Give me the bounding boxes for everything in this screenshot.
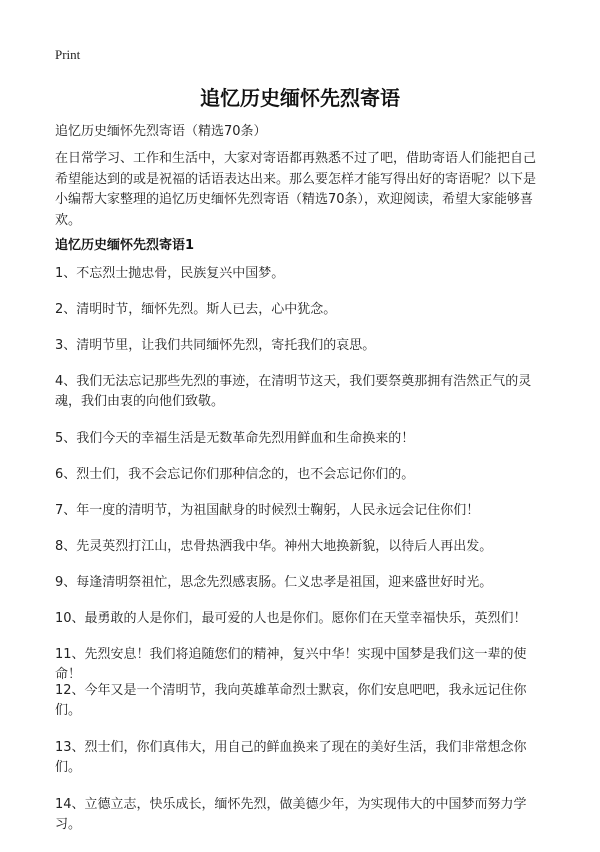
list-item: 7、年一度的清明节，为祖国献身的时候烈士鞠躬，人民永远会记住你们！ <box>55 503 480 518</box>
section-heading: 追忆历史缅怀先烈寄语1 <box>55 238 195 253</box>
page-title: 追忆历史缅怀先烈寄语 <box>200 86 400 110</box>
message-list <box>55 264 547 852</box>
list-item: 6、烈士们，我不会忘记你们那种信念的，也不会忘记你们的。 <box>55 467 415 482</box>
list-item: 12、今年又是一个清明节，我向英雄革命烈士默哀，你们安息吧吧，我永远记住你们。 <box>55 683 527 718</box>
list-item: 10、最勇敢的人是你们，最可爱的人也是你们。愿你们在天堂幸福快乐，英烈们！ <box>55 611 527 626</box>
print-link[interactable]: Print <box>55 47 81 62</box>
list-item: 2、清明时节，缅怀先烈。斯人已去，心中犹念。 <box>55 302 337 317</box>
intro-paragraph: 在日常学习、工作和生活中，大家对寄语都再熟悉不过了吧，借助寄语人们能把自己希望能达到的或是祝福的话语表达出来。那么要怎样才能写得出好的寄语呢？以下是小编帮大家整理的追忆历史缅怀先烈寄语（精选70条），欢迎阅读，希望大家能够喜欢。 <box>55 151 537 228</box>
list-item: 11、先烈安息！我们将追随您们的精神，复兴中华！实现中国梦是我们这一辈的使命！ <box>55 647 527 682</box>
list-item: 5、我们今天的幸福生活是无数革命先烈用鲜血和生命换来的！ <box>55 431 415 446</box>
article-subtitle: 追忆历史缅怀先烈寄语（精选70条） <box>55 124 267 139</box>
list-item: 4、我们无法忘记那些先烈的事迹，在清明节这天，我们要祭奠那拥有浩然正气的灵魂，我们由衷的向他们致敬。 <box>55 374 532 409</box>
list-item: 14、立德立志，快乐成长，缅怀先烈，做美德少年，为实现伟大的中国梦而努力学习。 <box>55 797 527 832</box>
list-item: 9、每逢清明祭祖忙，思念先烈感衷肠。仁义忠孝是祖国，迎来盛世好时光。 <box>55 575 493 590</box>
list-item: 13、烈士们，你们真伟大，用自己的鲜血换来了现在的美好生活，我们非常想念你们。 <box>55 740 527 775</box>
list-item: 1、不忘烈士抛忠骨，民族复兴中国梦。 <box>55 266 285 281</box>
list-item: 3、清明节里，让我们共同缅怀先烈，寄托我们的哀思。 <box>55 338 376 353</box>
list-item: 8、先灵英烈打江山，忠骨热洒我中华。神州大地换新貌，以待后人再出发。 <box>55 539 493 554</box>
